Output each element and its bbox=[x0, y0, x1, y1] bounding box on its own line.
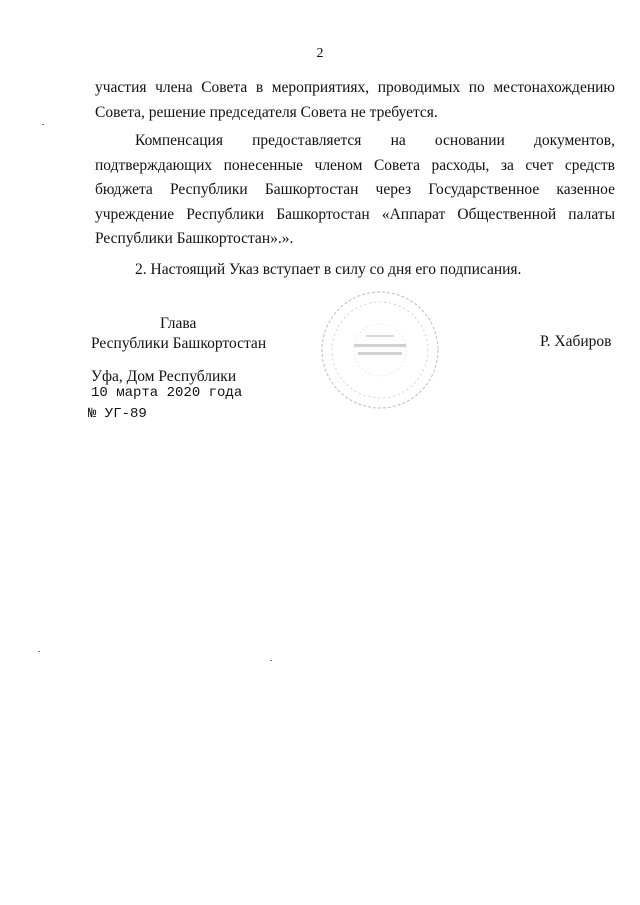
decree-number: № УГ-89 bbox=[88, 406, 147, 422]
signing-date: 10 марта 2020 года bbox=[91, 385, 243, 401]
signatory-name: Р. Хабиров bbox=[540, 333, 612, 350]
signatory-title-line1: Глава bbox=[160, 315, 197, 332]
scan-speck bbox=[38, 651, 40, 652]
paragraph-compensation: Компенсация предоставляется на основании документов, подтверждающих понесенные членом Совета расходы, за счет средств бюджета Республики Башкортостан через Государственное казенное учреждение Республики Башкортостан «Аппарат Общественной палаты Республики Башкортостан».». bbox=[95, 132, 615, 247]
signatory-title-line2: Республики Башкортостан bbox=[91, 335, 267, 352]
official-seal-stamp bbox=[318, 288, 443, 413]
page-number: 2 bbox=[316, 46, 324, 61]
paragraph-continuation: участия члена Совета в мероприятиях, проводимых по местонахождению Совета, решение председателя Совета не требуется. bbox=[95, 79, 615, 121]
scan-speck bbox=[42, 124, 44, 125]
signing-place: Уфа, Дом Республики bbox=[91, 368, 237, 385]
paragraph-effective-date: 2. Настоящий Указ вступает в силу со дня его подписания. bbox=[135, 261, 522, 278]
scan-speck bbox=[270, 660, 272, 661]
